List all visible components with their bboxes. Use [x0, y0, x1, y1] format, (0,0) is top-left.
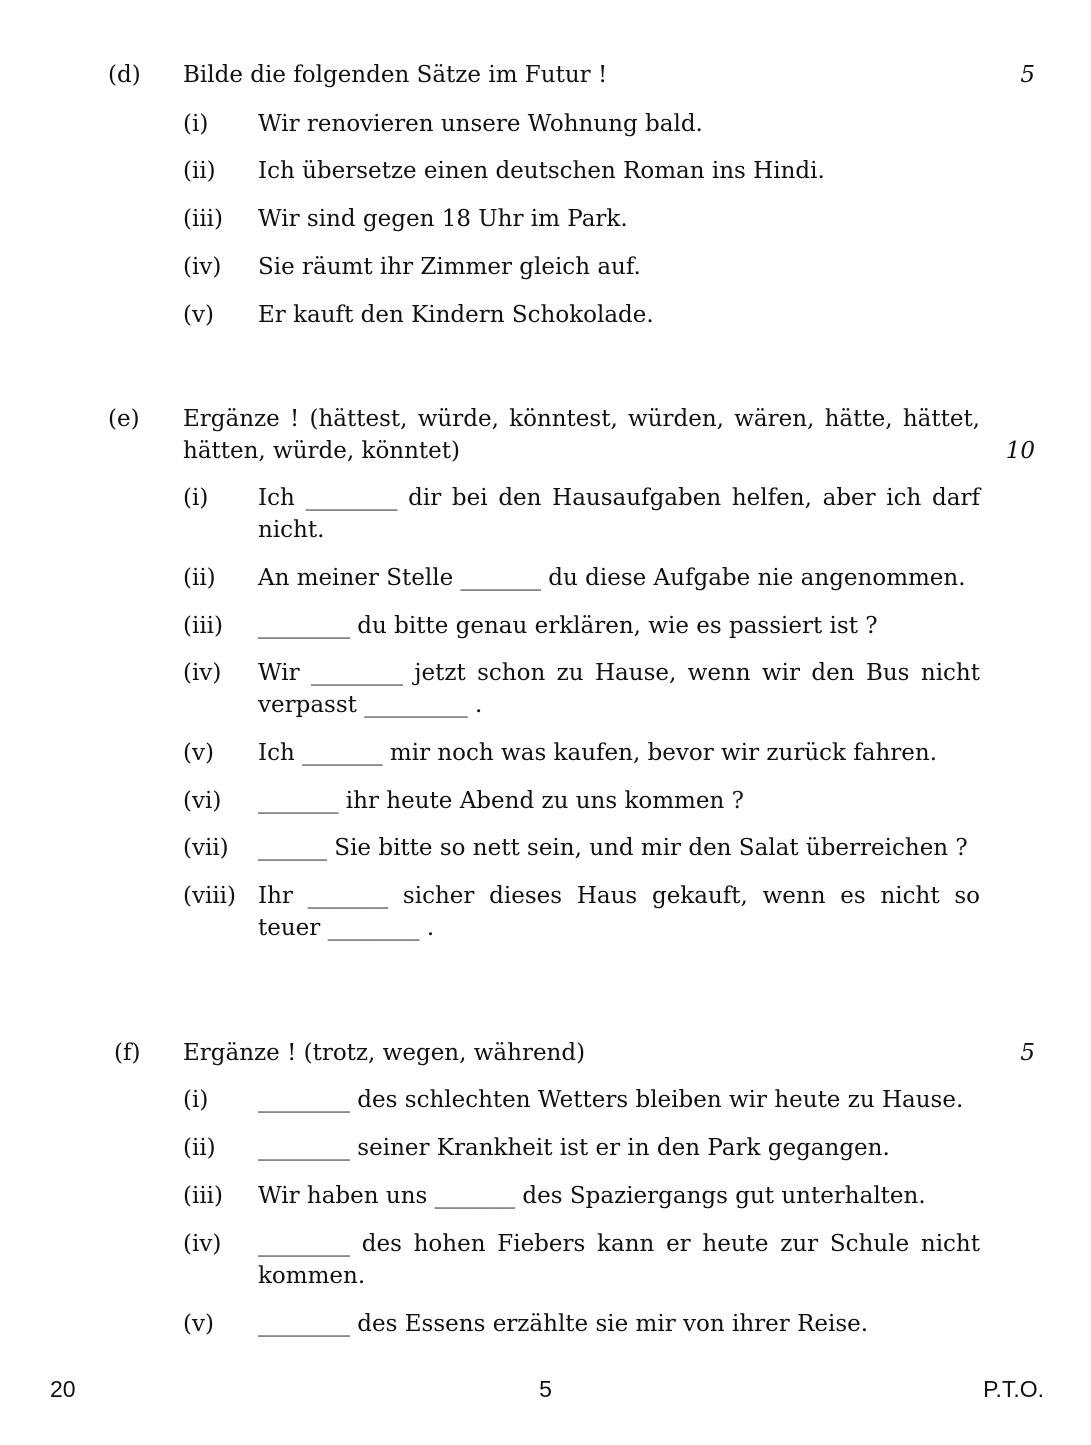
section-marks: 10: [1005, 438, 1035, 464]
section-label: (d): [108, 62, 141, 88]
item-number: (i): [183, 485, 209, 511]
item-text: Er kauft den Kindern Schokolade.: [258, 302, 654, 328]
item-text: ________ des schlechten Wetters bleiben wir heute zu Hause.: [258, 1087, 964, 1113]
item-number: (viii): [183, 883, 237, 909]
section-label: (e): [108, 406, 140, 432]
item-text: ________ seiner Krankheit ist er in den Park gegangen.: [258, 1135, 890, 1161]
section-marks: 5: [1020, 62, 1035, 88]
item-text: Wir ________ jetzt schon zu Hause, wenn wir den Bus nicht verpasst _________ .: [258, 660, 980, 718]
item-number: (iii): [183, 613, 224, 639]
item-text: ______ Sie bitte so nett sein, und mir den Salat überreichen ?: [258, 835, 968, 861]
item-number: (v): [183, 740, 214, 766]
item-text: Ich ________ dir bei den Hausaufgaben helfen, aber ich darf nicht.: [258, 485, 980, 543]
item-number: (vii): [183, 835, 229, 861]
section-instruction: Ergänze ! (hättest, würde, könntest, würden, wären, hätte, hättet, hätten, würde, könntet): [183, 406, 980, 464]
item-number: (v): [183, 1311, 214, 1337]
item-number: (iii): [183, 206, 224, 232]
item-text: ________ des hohen Fiebers kann er heute zur Schule nicht kommen.: [258, 1231, 980, 1289]
item-number: (iv): [183, 660, 222, 686]
item-text: An meiner Stelle _______ du diese Aufgabe nie angenommen.: [258, 565, 966, 591]
footer-pto: P.T.O.: [983, 1376, 1044, 1402]
item-number: (i): [183, 1087, 209, 1113]
section-instruction: Ergänze ! (trotz, wegen, während): [183, 1040, 586, 1066]
item-number: (iii): [183, 1183, 224, 1209]
footer-code: 20: [50, 1376, 76, 1402]
item-number: (ii): [183, 158, 216, 184]
item-number: (iv): [183, 1231, 222, 1257]
item-number: (i): [183, 111, 209, 137]
item-text: Sie räumt ihr Zimmer gleich auf.: [258, 254, 641, 280]
item-number: (ii): [183, 565, 216, 591]
item-text: Ich übersetze einen deutschen Roman ins Hindi.: [258, 158, 825, 184]
item-text: Ihr _______ sicher dieses Haus gekauft, wenn es nicht so teuer ________ .: [258, 883, 980, 941]
section-marks: 5: [1020, 1040, 1035, 1066]
item-text: Wir renovieren unsere Wohnung bald.: [258, 111, 703, 137]
item-number: (iv): [183, 254, 222, 280]
section-instruction: Bilde die folgenden Sätze im Futur !: [183, 62, 608, 88]
item-text: Ich _______ mir noch was kaufen, bevor wir zurück fahren.: [258, 740, 938, 766]
section-label: (f): [114, 1040, 141, 1066]
item-number: (vi): [183, 788, 222, 814]
item-text: ________ du bitte genau erklären, wie es passiert ist ?: [258, 613, 878, 639]
item-text: ________ des Essens erzählte sie mir von ihrer Reise.: [258, 1311, 869, 1337]
item-text: Wir sind gegen 18 Uhr im Park.: [258, 206, 628, 232]
item-text: Wir haben uns _______ des Spaziergangs gut unterhalten.: [258, 1183, 926, 1209]
page-number: 5: [539, 1376, 552, 1402]
item-number: (v): [183, 302, 214, 328]
item-text: _______ ihr heute Abend zu uns kommen ?: [258, 788, 744, 814]
item-number: (ii): [183, 1135, 216, 1161]
